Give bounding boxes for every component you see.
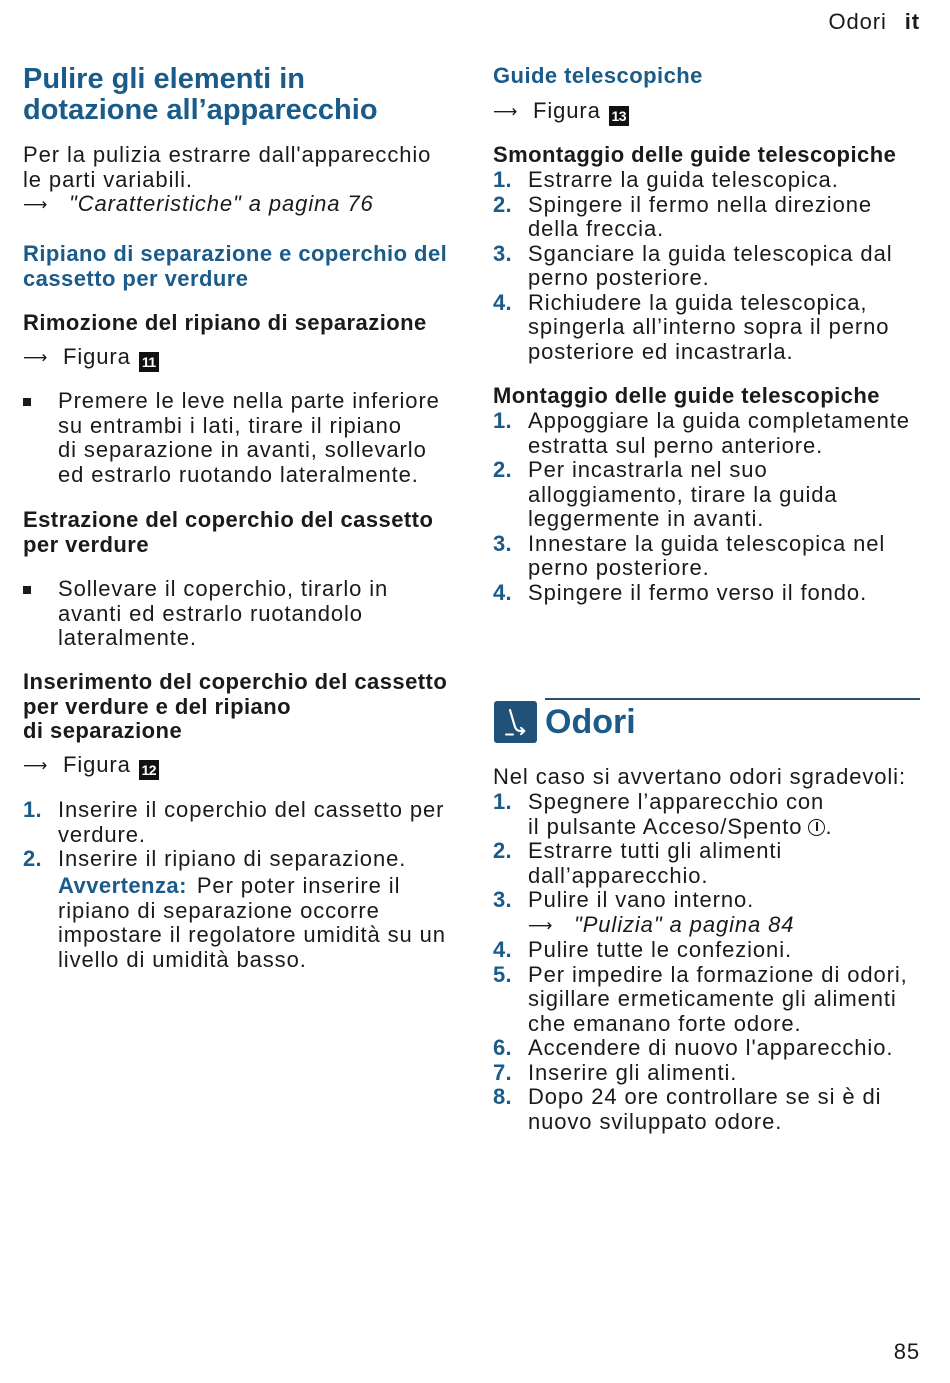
step-line: Inserire il coperchio del cassetto per <box>58 797 445 822</box>
figure-number-badge: 11 <box>139 352 159 372</box>
step-line: Estrarre tutti gli alimenti <box>528 838 783 863</box>
step-line: sigillare ermeticamente gli alimenti <box>528 986 897 1011</box>
heading-shelf-removal: Rimozione del ripiano di separazione <box>23 310 427 335</box>
heading-cover-removal <box>23 508 433 557</box>
page-number: 85 <box>893 1339 920 1364</box>
bullet-line: ed estrarlo ruotando lateralmente. <box>58 461 419 487</box>
list-item <box>493 409 910 458</box>
step-line: Spingere il fermo verso il fondo. <box>528 579 868 605</box>
figure-reference <box>23 753 159 780</box>
title-line: per verdure e del ripiano <box>23 693 291 719</box>
list-item <box>23 847 446 972</box>
step-line: Pulire tutte le confezioni. <box>528 937 792 962</box>
step-line: Appoggiare la guida completamente <box>528 408 910 433</box>
step-number: 3. <box>493 887 512 912</box>
step-number: 1. <box>493 408 512 433</box>
arrow-icon: ⟶ <box>23 348 48 368</box>
step-line: Pulire il vano interno. <box>528 887 755 912</box>
bullet-line: avanti ed estrarlo ruotandolo <box>58 600 363 626</box>
section-title-odours: Odori <box>545 703 636 741</box>
header-section: Odori <box>828 9 887 34</box>
list-item <box>493 291 893 365</box>
header-language: it <box>904 9 920 34</box>
step-number: 1. <box>493 167 512 192</box>
figure-label: Figura <box>63 752 131 777</box>
step-number: 1. <box>23 797 42 822</box>
title-line: dotazione all’apparecchio <box>23 94 378 126</box>
step-line: perno posteriore. <box>528 555 710 580</box>
step-line: perno posteriore. <box>528 265 710 290</box>
title-line: di separazione <box>23 718 183 743</box>
list-item <box>493 242 893 291</box>
cross-reference[interactable] <box>528 913 908 939</box>
arrow-icon: ⟶ <box>493 102 518 122</box>
note-line <box>58 874 446 899</box>
step-number: 6. <box>493 1035 512 1060</box>
step-number: 4. <box>493 289 512 315</box>
bullet-line: di separazione in avanti, sollevarlo <box>58 437 427 462</box>
cleaning-tip-icon <box>494 701 537 743</box>
step-line: Spegnere l’apparecchio con <box>528 789 825 814</box>
odours-steps <box>493 790 908 1134</box>
step-number: 5. <box>493 961 512 987</box>
arrow-icon: ⟶ <box>23 195 48 215</box>
step-text: il pulsante Acceso/Spento <box>528 813 803 839</box>
step-line: Inserire gli alimenti. <box>528 1059 738 1085</box>
list-item <box>493 532 910 581</box>
bullet-line: Sollevare il coperchio, tirarlo in <box>58 576 389 601</box>
rails-removal-steps <box>493 168 893 364</box>
warning-note <box>58 874 446 972</box>
step-number: 2. <box>493 191 512 217</box>
figure-number-badge: 13 <box>609 106 629 126</box>
running-header <box>828 10 920 35</box>
title-line: Pulire gli elementi in <box>23 63 306 95</box>
arrow-icon: ⟶ <box>23 756 48 776</box>
title-line: Inserimento del coperchio del cassetto <box>23 669 448 694</box>
step-line: posteriore ed incastrarla. <box>528 338 794 364</box>
subsection-title-shelf <box>23 242 447 291</box>
bullet-line: su entrambi i lati, tirare il ripiano <box>58 412 402 438</box>
step-line: alloggiamento, tirare la guida <box>528 481 838 507</box>
step-line: che emanano forte odore. <box>528 1010 802 1036</box>
cross-reference-text[interactable]: "Pulizia" a pagina 84 <box>574 911 795 937</box>
step-number: 4. <box>493 579 512 605</box>
title-line: Ripiano di separazione e coperchio del <box>23 241 448 266</box>
title-line: cassetto per verdure <box>23 265 249 291</box>
step-line: spingerla all’interno sopra il perno <box>528 314 890 339</box>
list-item <box>493 168 893 193</box>
list-item <box>493 790 908 839</box>
step-line: estratta sul perno anteriore. <box>528 432 824 458</box>
list-item <box>493 193 893 242</box>
list-item <box>493 963 908 1037</box>
list-item <box>493 888 908 938</box>
paragraph-line: Per la pulizia estrarre dall'apparecchio <box>23 142 432 167</box>
step-number: 1. <box>493 789 512 814</box>
note-line: livello di umidità basso. <box>58 946 307 972</box>
insertion-steps <box>23 798 446 972</box>
step-line: Per incastrarla nel suo <box>528 457 768 482</box>
list-item <box>493 938 908 963</box>
bullet-line: lateralmente. <box>58 625 197 650</box>
list-item <box>493 839 908 888</box>
figure-label: Figura <box>533 98 601 123</box>
step-line: verdure. <box>58 821 146 847</box>
cross-reference-text[interactable]: "Caratteristiche" a pagina 76 <box>69 191 374 216</box>
title-line: Estrazione del coperchio del cassetto <box>23 507 434 532</box>
step-line: Innestare la guida telescopica nel <box>528 530 886 556</box>
step-line: Richiudere la guida telescopica, <box>528 289 868 315</box>
heading-rails-removal: Smontaggio delle guide telescopiche <box>493 142 897 167</box>
step-line: Sganciare la guida telescopica dal <box>528 240 893 266</box>
note-text: Per poter inserire il <box>196 873 401 898</box>
step-line: Estrarre la guida telescopica. <box>528 167 839 192</box>
step-number: 7. <box>493 1059 512 1085</box>
list-item <box>493 581 910 606</box>
subsection-title-rails: Guide telescopiche <box>493 63 703 88</box>
step-line: Spingere il fermo nella direzione <box>528 191 872 217</box>
section-divider <box>545 698 920 700</box>
step-number: 3. <box>493 240 512 266</box>
step-line: della freccia. <box>528 216 665 241</box>
list-item <box>493 1036 908 1061</box>
bullet-marker <box>23 398 31 406</box>
note-label: Avvertenza: <box>58 873 187 898</box>
bullet-item <box>23 389 440 487</box>
step-line: Per impedire la formazione di odori, <box>528 961 908 987</box>
step-number: 2. <box>493 457 512 482</box>
step-number: 3. <box>493 530 512 556</box>
bullet-line: Premere le leve nella parte inferiore <box>58 388 440 413</box>
figure-reference <box>493 99 629 126</box>
step-line: Dopo 24 ore controllare se si è di <box>528 1084 882 1109</box>
note-line: ripiano di separazione occorre <box>58 897 380 923</box>
step-number: 4. <box>493 937 512 962</box>
list-item <box>493 1085 908 1134</box>
note-line: impostare il regolatore umidità su un <box>58 922 446 947</box>
odours-intro: Nel caso si avvertano odori sgradevoli: <box>493 764 906 789</box>
arrow-icon: ⟶ <box>528 915 553 936</box>
bullet-marker <box>23 586 31 594</box>
step-line: Inserire il ripiano di separazione. <box>58 846 407 871</box>
step-line: dall’apparecchio. <box>528 862 709 888</box>
figure-reference <box>23 345 159 372</box>
section-title-cleaning <box>23 64 378 126</box>
rails-mounting-steps <box>493 409 910 605</box>
list-item <box>23 798 446 847</box>
list-item <box>493 458 910 532</box>
list-item <box>493 1061 908 1086</box>
heading-insertion <box>23 670 447 744</box>
figure-number-badge: 12 <box>139 760 159 780</box>
step-number: 2. <box>23 846 42 871</box>
title-line: per verdure <box>23 531 150 557</box>
bullet-item <box>23 577 388 651</box>
power-icon <box>808 819 825 836</box>
step-number: 8. <box>493 1084 512 1109</box>
step-line: Accendere di nuovo l'apparecchio. <box>528 1035 894 1060</box>
paragraph-line: le parti variabili. <box>23 166 193 192</box>
intro-paragraph <box>23 143 431 218</box>
cross-reference[interactable] <box>23 192 431 218</box>
step-number: 2. <box>493 838 512 863</box>
step-line: leggermente in avanti. <box>528 506 765 531</box>
step-suffix: . <box>825 813 833 839</box>
heading-rails-mounting: Montaggio delle guide telescopiche <box>493 383 880 408</box>
step-line: nuovo sviluppato odore. <box>528 1108 783 1134</box>
figure-label: Figura <box>63 344 131 369</box>
step-line <box>528 815 908 840</box>
